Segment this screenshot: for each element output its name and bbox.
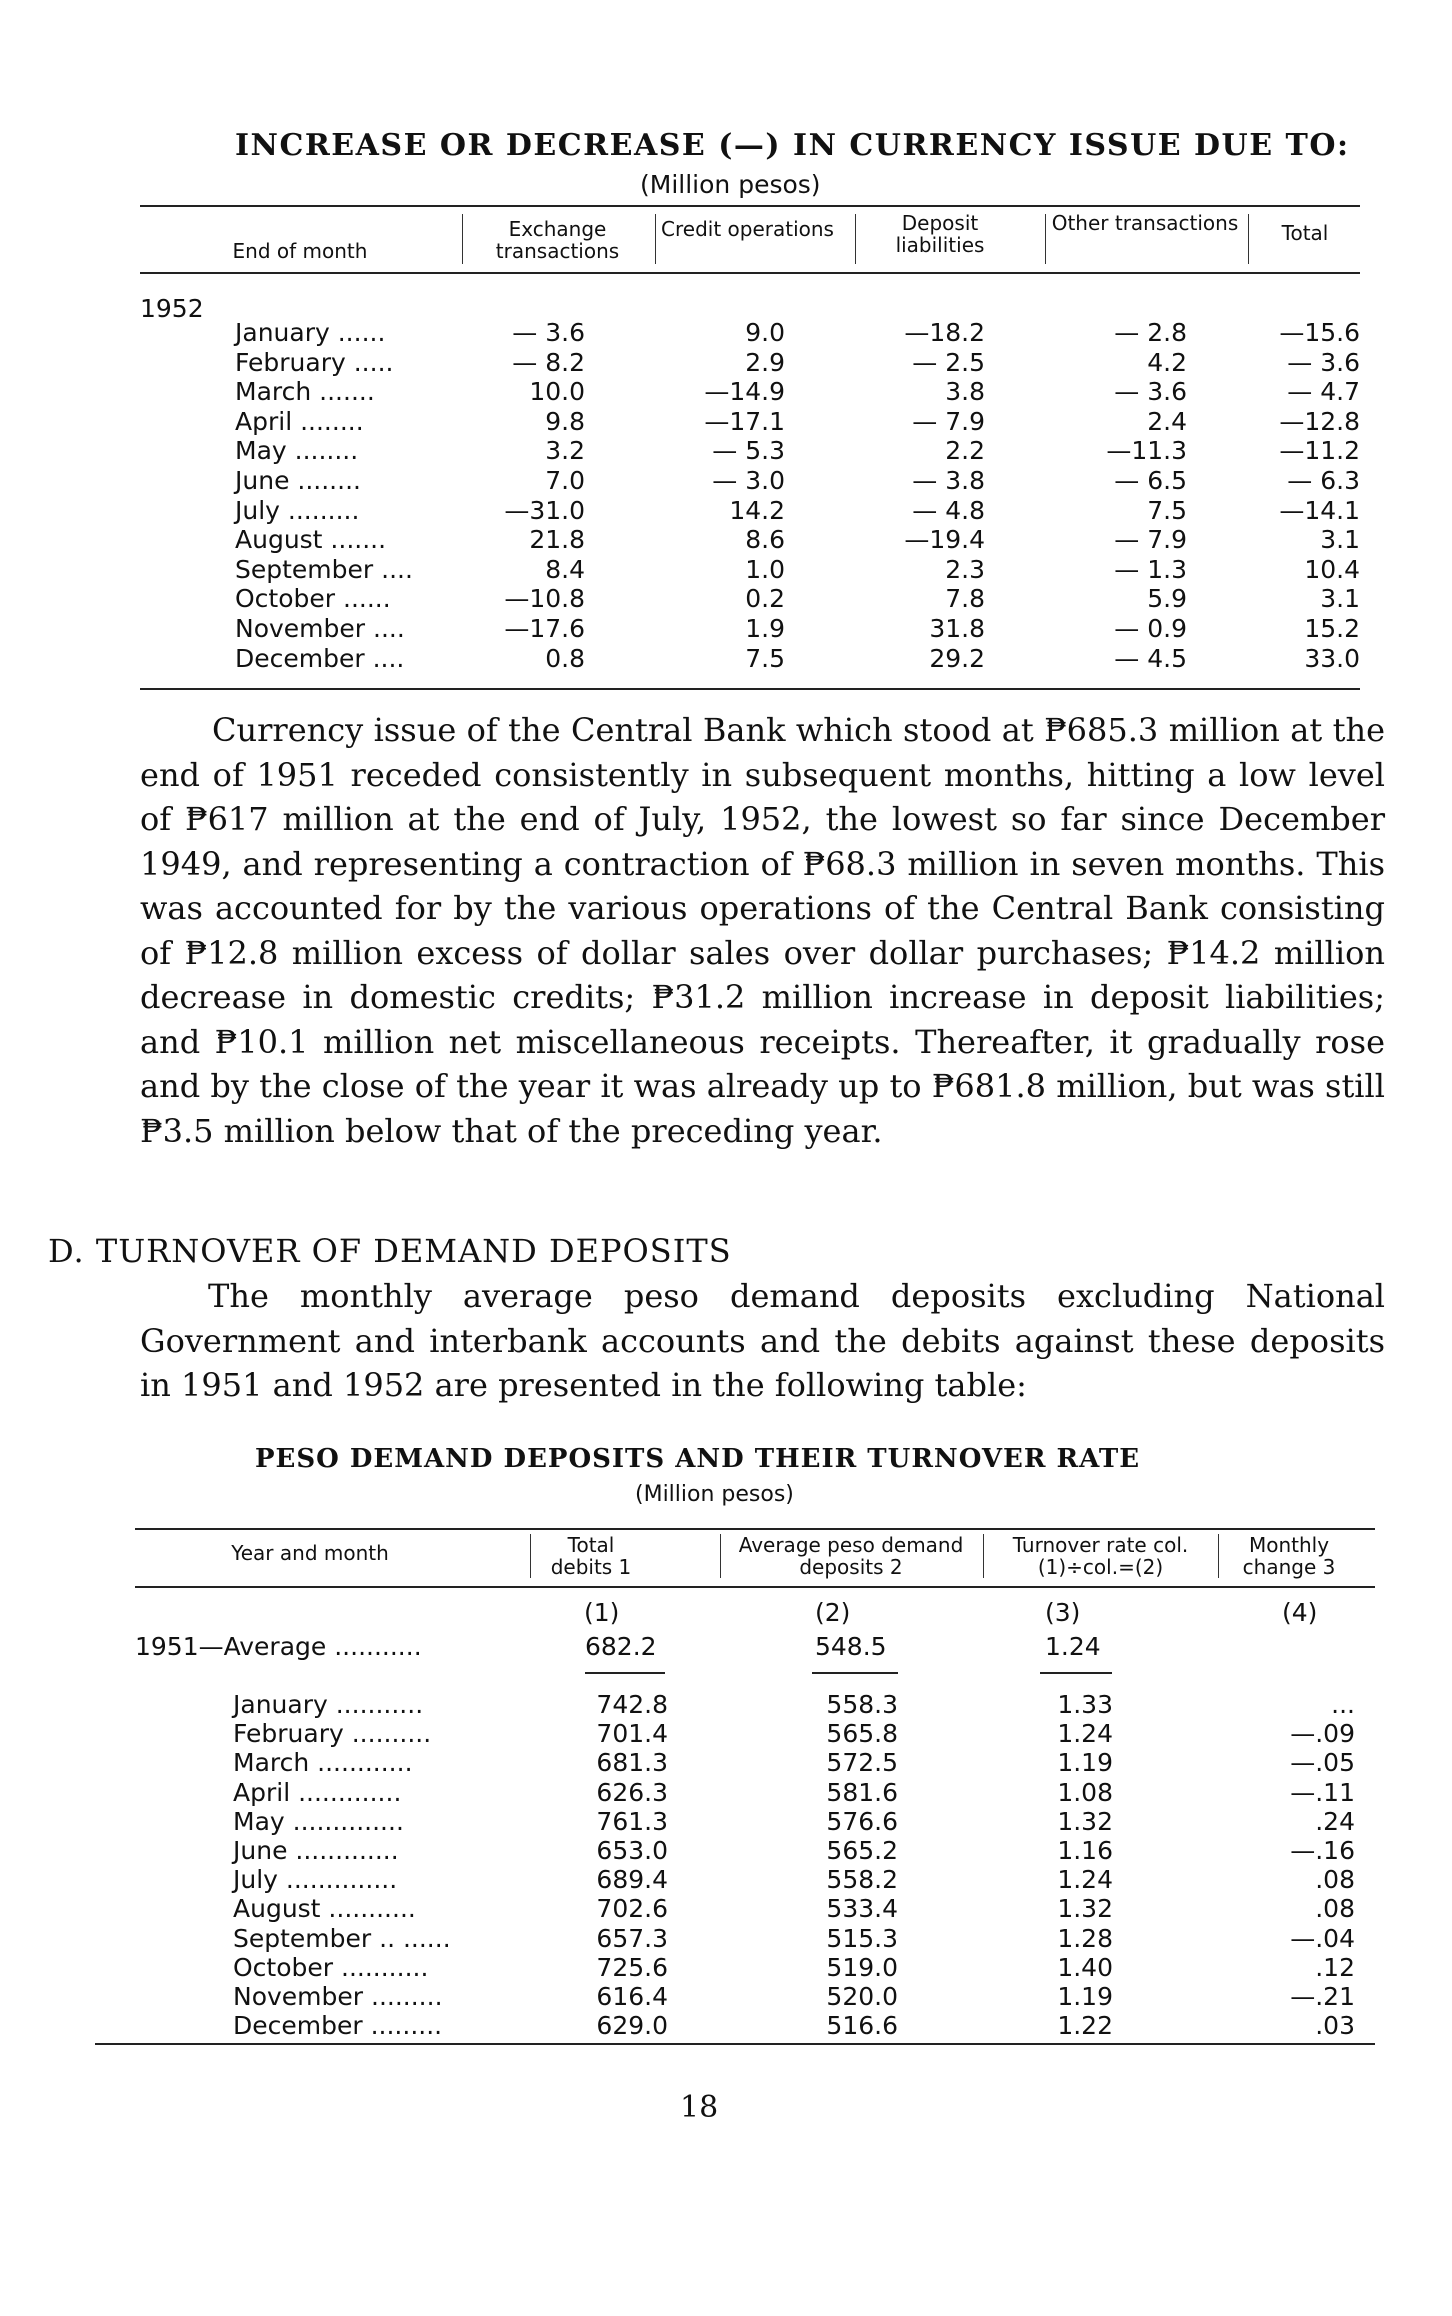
table2-row-1-c4: —.09 [1290,1719,1355,1749]
table1-row-6-c1: —31.0 [504,495,585,525]
table2-row-10-c1: 616.4 [596,1982,668,2011]
table2-row-9-c3: 1.40 [1057,1952,1113,1982]
table1-row-0-c4: — 2.8 [1114,318,1187,347]
table1-row-0-c2: 9.0 [745,318,785,347]
table1-row-7-c3: —19.4 [904,525,985,555]
table1-row-10-month: November .... [235,614,405,643]
table2-row-3-c1: 626.3 [596,1777,668,1807]
table1-row-4-c1: 3.2 [545,436,585,466]
table2-row-4-c2: 576.6 [826,1806,898,1836]
table1-row-2-c5: — 4.7 [1287,377,1360,407]
page-number: 18 [680,2090,719,2125]
table1-row-2-month: March ....... [235,377,375,407]
table2-row-2-c3: 1.19 [1057,1748,1113,1778]
table2-row-0-c3: 1.33 [1057,1690,1113,1719]
table1-row-9-c2: 0.2 [745,584,785,614]
table2-header-year-month: Year and month [231,1541,389,1565]
table1-row-8-month: September .... [235,554,413,584]
table2-header-avg-deposits: Average peso demand deposits 2 [738,1533,964,1579]
table1-row-6-c2: 14.2 [729,495,785,525]
table1-row-11-c4: — 4.5 [1114,643,1187,673]
table2-row-3-c3: 1.08 [1057,1777,1113,1807]
table1-row-8-c5: 10.4 [1304,554,1360,584]
table2-header-turnover: Turnover rate col. (1)÷col.=(2) [1012,1533,1189,1579]
table2-row-7-c4: .08 [1315,1894,1355,1924]
table1-row-3-c2: —17.1 [704,406,785,436]
table2-row-4-month: May .............. [233,1806,404,1836]
table2-row-10-c4: —.21 [1290,1982,1355,2011]
table1-row-4-c2: — 5.3 [712,436,785,466]
table1-row-8-c4: — 1.3 [1114,554,1187,584]
table2-row-6-month: July .............. [233,1865,398,1895]
table1-header-exchange: Exchange transactions [495,217,620,263]
table2-row-10-month: November ......... [233,1982,443,2011]
table1-row-4-month: May ........ [235,436,359,466]
table2-average-debits: 682.2 [585,1632,657,1661]
table1-row-7-c1: 21.8 [529,525,585,555]
table2-bottom-rule [95,2043,1375,2045]
table2-row-7-c3: 1.32 [1057,1894,1113,1924]
table2-row-9-c2: 519.0 [826,1952,898,1982]
table2-row-11-month: December ......... [233,2011,443,2041]
table2-row-2-month: March ............ [233,1748,413,1778]
table2-row-8-c4: —.04 [1290,1923,1355,1953]
table1-row-7-c4: — 7.9 [1114,525,1187,555]
table1-row-6-month: July ......... [235,495,360,525]
table1-row-11-c5: 33.0 [1304,643,1360,673]
table2-row-3-month: April ............. [233,1777,402,1807]
table1-row-4-c5: —11.2 [1279,436,1360,466]
table1-row-10-c5: 15.2 [1304,614,1360,643]
table1-row-11-c1: 0.8 [545,643,585,673]
table1-row-4-c3: 2.2 [945,436,985,466]
table2-row-3-c2: 581.6 [826,1777,898,1807]
table2-row-5-c4: —.16 [1290,1836,1355,1865]
table1-row-2-c2: —14.9 [704,377,785,407]
table1-row-1-c3: — 2.5 [912,347,985,377]
table2-colnum-4: (4) [1282,1598,1318,1627]
table1-header-other: Other transactions [1051,211,1239,235]
table2-colnum-3: (3) [1045,1598,1081,1627]
table1-row-9-c5: 3.1 [1320,584,1360,614]
table1-row-11-month: December .... [235,643,405,673]
table2-row-5-c3: 1.16 [1057,1836,1113,1865]
table2-row-10-c2: 520.0 [826,1982,898,2011]
table2-subtitle: (Million pesos) [635,1482,794,1507]
table1-row-2-c1: 10.0 [529,377,585,407]
paragraph-demand-deposits: The monthly average peso demand deposits excluding National Government and interbank accounts and the debits against these deposits in 1951 and 1952 are presented in the following table: [140,1277,1385,1404]
table1-header-month: End of month [232,239,368,263]
table1-row-1-c1: — 8.2 [512,347,585,377]
table2-row-10-c3: 1.19 [1057,1982,1113,2011]
table2-row-7-c2: 533.4 [826,1894,898,1924]
table1-row-5-c4: — 6.5 [1114,466,1187,495]
table1-row-5-c5: — 6.3 [1287,466,1360,495]
table2-average-underline-1 [585,1672,665,1674]
table1-subtitle: (Million pesos) [640,170,821,199]
table2-row-4-c1: 761.3 [596,1806,668,1836]
table2-row-0-c4: ... [1331,1690,1355,1719]
table1-row-3-c1: 9.8 [545,406,585,436]
table1-row-5-c3: — 3.8 [912,466,985,495]
table2-top-rule [135,1528,1375,1530]
table2-row-7-month: August ........... [233,1894,416,1924]
table2-colnum-2: (2) [815,1598,851,1627]
paragraph-currency-issue: Currency issue of the Central Bank which stood at ₱685.3 million at the end of 1951 receded consistently in subsequent months, hitting a low level of ₱617 million at the end of July, 1952, the lowest so far since December 1949, and representing a contraction of ₱68.3 million in seven months. This was accounted for by the various operations of the Central Bank consisting of ₱12.8 million excess of dollar sales over dollar purchases; ₱14.2 million decrease in domestic credits; ₱31.2 million increase in deposit liabilities; and ₱10.1 million net miscellaneous receipts. Thereafter, it gradually rose and by the close of the year it was already up to ₱681.8 million, but was still ₱3.5 million below that of the preceding year. [140,711,1385,1150]
table2-row-6-c1: 689.4 [596,1865,668,1895]
table2-row-7-c1: 702.6 [596,1894,668,1924]
table1-row-7-c5: 3.1 [1320,525,1360,555]
table2-row-9-month: October ........... [233,1952,429,1982]
table2-row-9-c1: 725.6 [596,1952,668,1982]
table2-row-0-c2: 558.3 [826,1690,898,1719]
table1-bottom-rule [140,688,1360,690]
table2-row-11-c4: .03 [1315,2011,1355,2041]
table1-row-6-c3: — 4.8 [912,495,985,525]
table1-row-2-c3: 3.8 [945,377,985,407]
table1-row-3-c3: — 7.9 [912,406,985,436]
table2-row-8-c1: 657.3 [596,1923,668,1953]
table2-row-5-c2: 565.2 [826,1836,898,1865]
table2-row-1-month: February .......... [233,1719,432,1749]
table2-row-4-c4: .24 [1315,1806,1355,1836]
table2-average-underline-2 [812,1672,898,1674]
table1-row-0-month: January ...... [235,318,386,347]
table2-row-1-c1: 701.4 [596,1719,668,1749]
table1-row-1-c2: 2.9 [745,347,785,377]
table2-row-2-c2: 572.5 [826,1748,898,1778]
table1-row-1-c4: 4.2 [1147,347,1187,377]
table1-row-3-c4: 2.4 [1147,406,1187,436]
table2-header-monthly-change: Monthly change 3 [1242,1533,1336,1579]
table2-row-9-c4: .12 [1315,1952,1355,1982]
table2-row-6-c4: .08 [1315,1865,1355,1895]
table1-row-2-c4: — 3.6 [1114,377,1187,407]
table2-average-underline-3 [1040,1672,1112,1674]
table2-average-turnover: 1.24 [1045,1632,1101,1661]
table2-row-0-c1: 742.8 [596,1690,668,1719]
table2-row-8-c2: 515.3 [826,1923,898,1953]
table1-row-10-c1: —17.6 [504,614,585,643]
table1-header-total: Total [1281,221,1329,245]
table2-row-5-c1: 653.0 [596,1836,668,1865]
table2-title: PESO DEMAND DEPOSITS AND THEIR TURNOVER RATE [255,1444,1141,1474]
table1-row-0-c5: —15.6 [1279,318,1360,347]
table2-row-6-c2: 558.2 [826,1865,898,1895]
table1-row-10-c4: — 0.9 [1114,614,1187,643]
table1-year: 1952 [140,294,204,323]
table2-row-6-c3: 1.24 [1057,1865,1113,1895]
table2-row-1-c2: 565.8 [826,1719,898,1749]
table1-row-5-c1: 7.0 [545,466,585,495]
table1-row-6-c5: —14.1 [1279,495,1360,525]
table1-top-rule [140,205,1360,207]
table2-row-11-c2: 516.6 [826,2011,898,2041]
table2-average-label: 1951—Average ........... [135,1632,422,1661]
table2-row-5-month: June ............. [233,1836,399,1865]
table1-row-1-month: February ..... [235,347,394,377]
table1-row-1-c5: — 3.6 [1287,347,1360,377]
table2-colnum-1: (1) [584,1598,620,1627]
table1-row-10-c2: 1.9 [745,614,785,643]
table1-row-9-c3: 7.8 [945,584,985,614]
table1-row-11-c3: 29.2 [929,643,985,673]
table2-row-11-c1: 629.0 [596,2011,668,2041]
table1-row-0-c1: — 3.6 [512,318,585,347]
table1-row-9-c1: —10.8 [504,584,585,614]
table1-title: INCREASE OR DECREASE (—) IN CURRENCY ISSUE DUE TO: [235,128,1350,163]
table2-row-2-c1: 681.3 [596,1748,668,1778]
table1-row-7-c2: 8.6 [745,525,785,555]
table1-row-3-c5: —12.8 [1279,406,1360,436]
table2-header-rule [135,1586,1375,1588]
table1-row-9-month: October ...... [235,584,391,614]
table1-row-10-c3: 31.8 [929,614,985,643]
table2-row-8-c3: 1.28 [1057,1923,1113,1953]
table2-row-4-c3: 1.32 [1057,1806,1113,1836]
table1-header-deposit: Deposit liabilities [895,211,985,257]
table1-row-0-c3: —18.2 [904,318,985,347]
table1-row-8-c3: 2.3 [945,554,985,584]
table1-row-8-c2: 1.0 [745,554,785,584]
table2-average-deposits: 548.5 [815,1632,887,1661]
table1-row-5-month: June ........ [235,466,361,495]
table1-row-8-c1: 8.4 [545,554,585,584]
table1-header-rule [140,272,1360,274]
table1-row-9-c4: 5.9 [1147,584,1187,614]
table1-header-credit: Credit operations [661,217,834,241]
section-heading: D. TURNOVER OF DEMAND DEPOSITS [48,1232,732,1270]
table2-row-11-c3: 1.22 [1057,2011,1113,2041]
table2-row-3-c4: —.11 [1290,1777,1355,1807]
table1-row-4-c4: —11.3 [1106,436,1187,466]
table2-row-0-month: January ........... [233,1690,424,1719]
table1-row-6-c4: 7.5 [1147,495,1187,525]
table2-row-2-c4: —.05 [1290,1748,1355,1778]
table2-header-debits: Total debits 1 [550,1533,632,1579]
table1-row-5-c2: — 3.0 [712,466,785,495]
table1-row-7-month: August ....... [235,525,387,555]
table1-row-11-c2: 7.5 [745,643,785,673]
table2-row-8-month: September .. ...... [233,1923,451,1953]
table1-row-3-month: April ........ [235,406,364,436]
table2-row-1-c3: 1.24 [1057,1719,1113,1749]
